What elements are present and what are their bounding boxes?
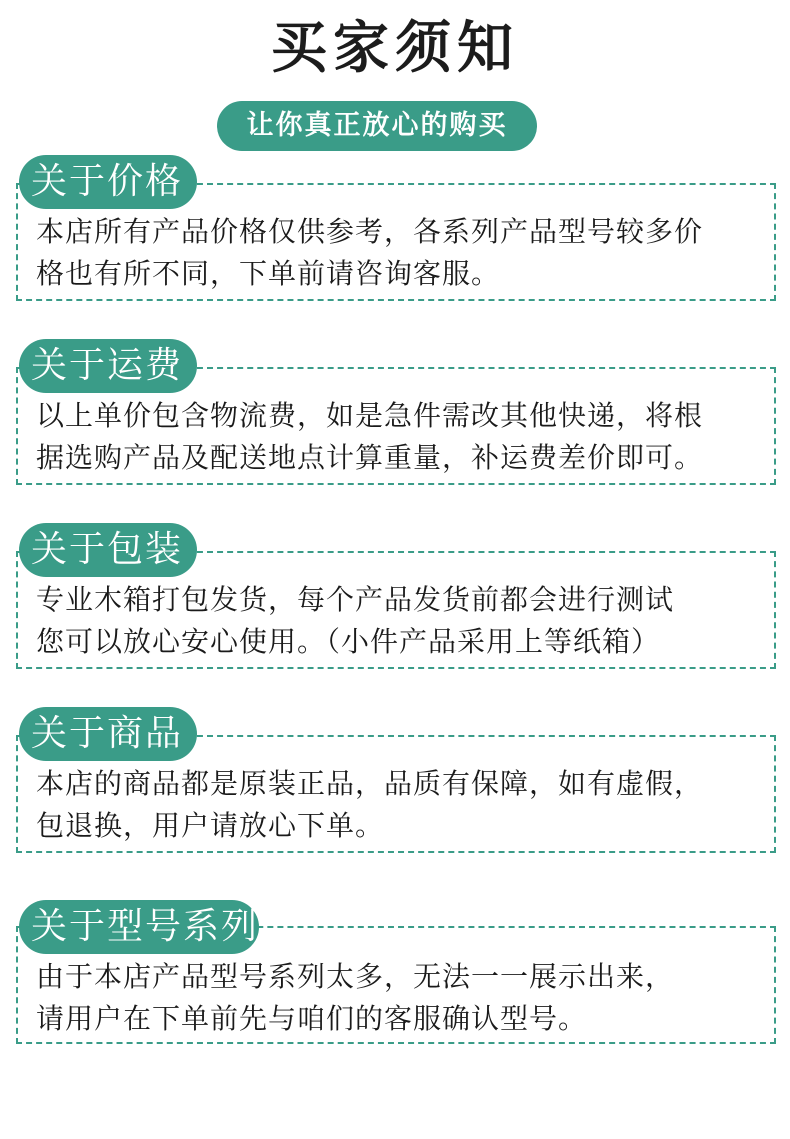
- page-title: 买家须知: [271, 16, 519, 81]
- section-models: [16, 900, 776, 1048]
- text-line: 您可以放心安心使用。（小件产品采用上等纸箱）: [36, 625, 661, 658]
- section-heading: 关于型号系列: [19, 900, 259, 954]
- text-line: 格也有所不同，下单前请咨询客服。: [36, 257, 501, 290]
- text-line: 以上单价包含物流费，如是急件需改其他快递，将根: [36, 399, 704, 432]
- section-heading: 关于价格: [19, 155, 197, 209]
- section-heading: 关于运费: [19, 339, 197, 393]
- text-line: 包退换，用户请放心下单。: [36, 809, 385, 842]
- section-price: [16, 155, 776, 305]
- text-line: 据选购产品及配送地点计算重量，补运费差价即可。: [36, 441, 704, 474]
- section-heading: 关于商品: [19, 707, 197, 761]
- text-line: 由于本店产品型号系列太多，无法一一展示出来，: [36, 960, 675, 993]
- section-text: [36, 763, 766, 847]
- section-goods: [16, 707, 776, 857]
- subtitle-badge: 让你真正放心的购买: [217, 101, 537, 151]
- text-line: 本店所有产品价格仅供参考，各系列产品型号较多价: [36, 215, 704, 248]
- section-text: [36, 211, 766, 295]
- section-heading: 关于包装: [19, 523, 197, 577]
- section-packaging: [16, 523, 776, 673]
- text-line: 请用户在下单前先与咱们的客服确认型号。: [36, 1002, 588, 1035]
- section-text: [36, 579, 766, 663]
- text-line: 本店的商品都是原装正品，品质有保障，如有虚假，: [36, 767, 704, 800]
- text-line: 专业木箱打包发货，每个产品发货前都会进行测试: [36, 583, 675, 616]
- section-shipping: [16, 339, 776, 489]
- section-text: [36, 956, 766, 1040]
- section-text: [36, 395, 766, 479]
